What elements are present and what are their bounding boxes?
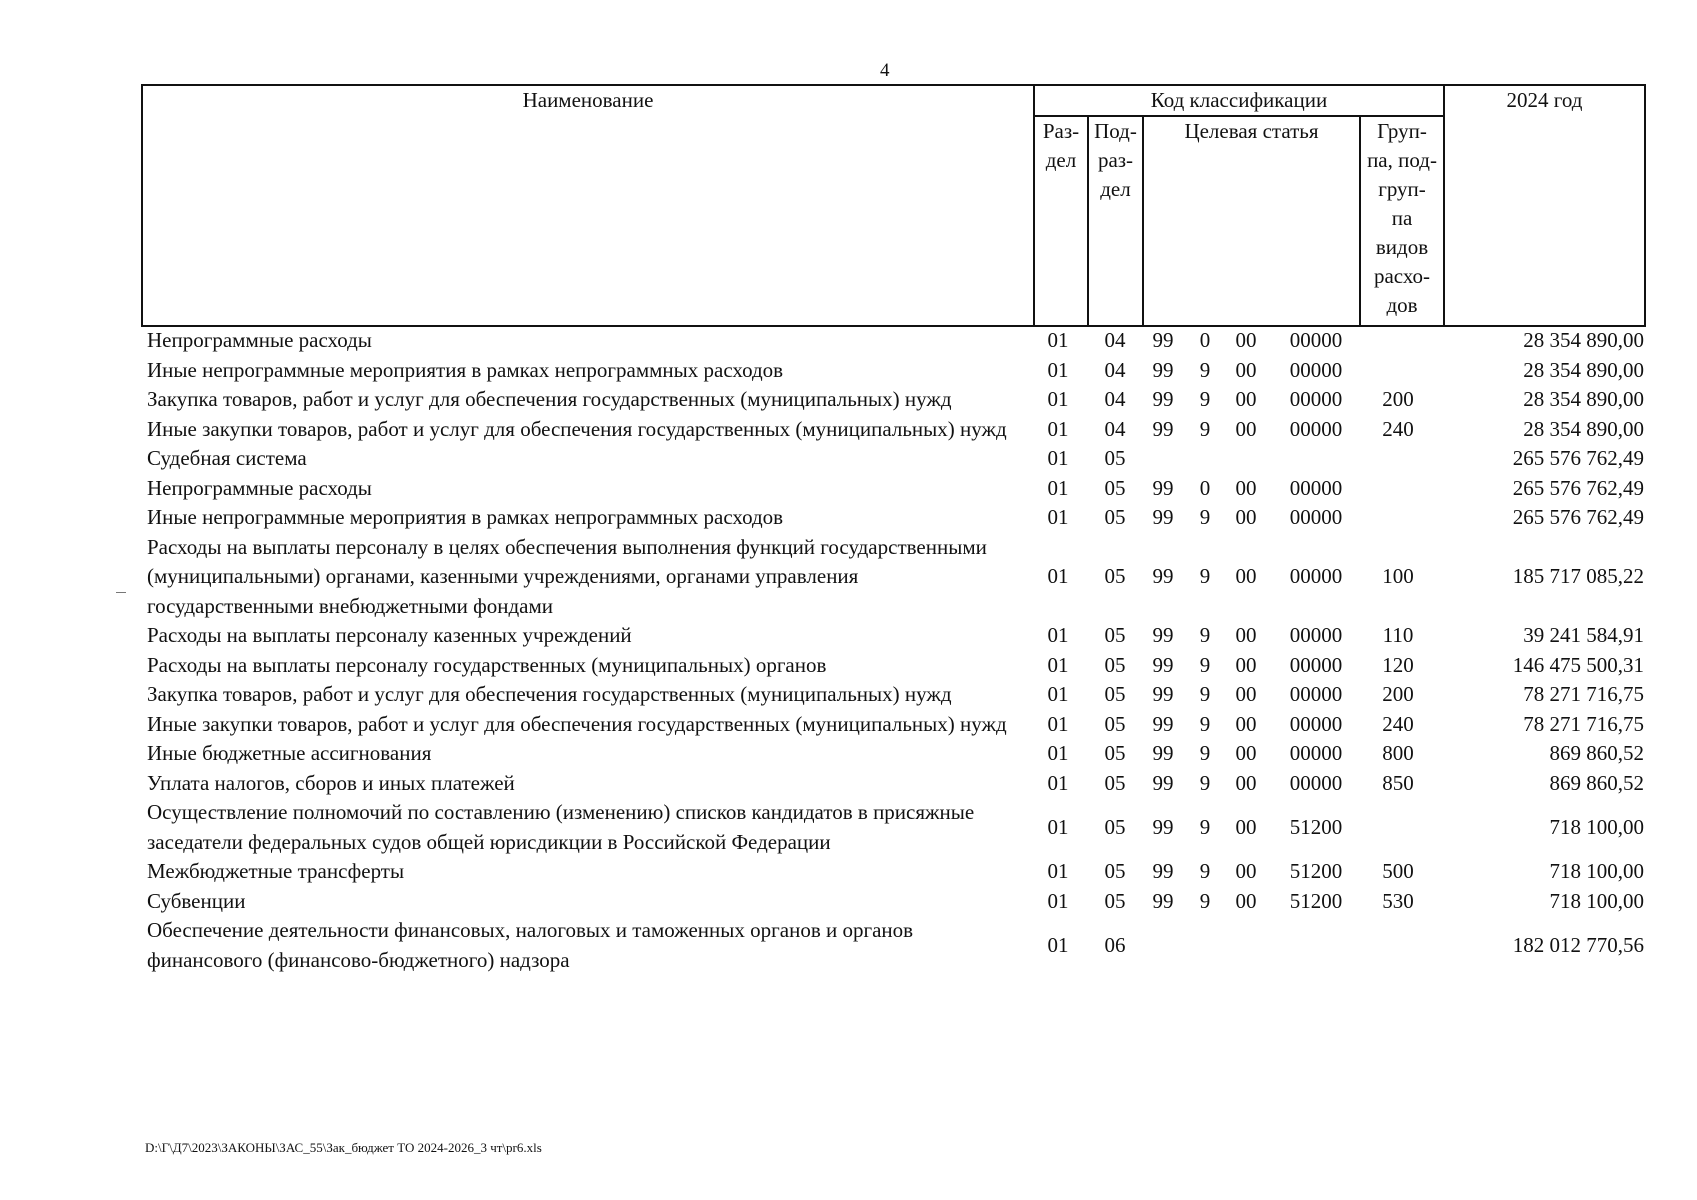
- table-row: [141, 769, 1644, 799]
- row-target-subprogram: 9: [1199, 357, 1211, 382]
- row-target-direction: 51200: [1289, 814, 1343, 839]
- row-target-subprogram: 9: [1199, 682, 1211, 706]
- row-target-main-activity: 00: [1235, 564, 1257, 588]
- row-target-subprogram: 9: [1199, 814, 1211, 839]
- margin-mark: [116, 592, 126, 593]
- row-target-program: 99: [1152, 711, 1174, 736]
- row-name: Иные непрограммные мероприятия в рамках непрограммных расходов: [147, 357, 784, 382]
- row-target-subprogram: 0: [1199, 328, 1211, 352]
- row-razdel: 01: [1047, 682, 1069, 706]
- table-row: [141, 385, 1644, 415]
- table-row: [141, 444, 1644, 474]
- table-row: [141, 621, 1644, 651]
- row-podrazdel: 05: [1104, 652, 1126, 677]
- row-target-subprogram: 9: [1199, 859, 1211, 883]
- row-amount: 28 354 890,00: [1523, 387, 1644, 411]
- row-expense-group: 530: [1382, 888, 1414, 913]
- row-target-direction: 00000: [1289, 623, 1343, 647]
- table-row: [141, 651, 1644, 681]
- row-name: Судебная система: [147, 446, 307, 470]
- row-expense-group: [1365, 503, 1431, 533]
- row-podrazdel: 05: [1104, 682, 1126, 706]
- row-razdel: 01: [1047, 328, 1069, 352]
- row-target-program: 99: [1152, 770, 1174, 795]
- row-target-program: 99: [1152, 814, 1174, 839]
- row-podrazdel: 05: [1104, 446, 1126, 470]
- row-podrazdel: 05: [1104, 623, 1126, 647]
- row-target-direction: 00000: [1289, 652, 1343, 677]
- row-target-direction: 00000: [1289, 741, 1343, 765]
- row-target-direction: 00000: [1289, 564, 1343, 588]
- header-target-article: Целевая статья: [1143, 116, 1360, 326]
- row-target-program: 99: [1152, 564, 1174, 588]
- row-amount: 78 271 716,75: [1523, 711, 1644, 736]
- row-name: Осуществление полномочий по составлению (изменению) списков кандидатов в присяжные заседатели федеральных судов общей юрисдикции в Российской Федерации: [147, 800, 975, 854]
- row-target-subprogram: [1185, 916, 1225, 975]
- row-podrazdel: 05: [1104, 814, 1126, 839]
- row-amount: 185 717 085,22: [1512, 564, 1644, 588]
- row-target-program: 99: [1152, 387, 1174, 411]
- row-razdel: 01: [1047, 932, 1069, 957]
- row-target-main-activity: 00: [1235, 711, 1257, 736]
- row-target-subprogram: 9: [1199, 623, 1211, 647]
- row-amount: 265 576 762,49: [1512, 475, 1644, 500]
- row-name: Непрограммные расходы: [147, 475, 372, 500]
- row-target-program: 99: [1152, 652, 1174, 677]
- table-row: [141, 356, 1644, 386]
- row-target-main-activity: 00: [1235, 475, 1257, 500]
- row-name: Иные бюджетные ассигнования: [147, 741, 432, 765]
- row-razdel: 01: [1047, 741, 1069, 765]
- row-target-direction: 00000: [1289, 416, 1343, 441]
- table-row: [141, 710, 1644, 740]
- row-podrazdel: 05: [1104, 741, 1126, 765]
- row-target-main-activity: [1225, 444, 1267, 474]
- row-podrazdel: 05: [1104, 505, 1126, 529]
- row-amount: 265 576 762,49: [1512, 446, 1644, 470]
- row-target-program: 99: [1152, 475, 1174, 500]
- row-target-main-activity: 00: [1235, 652, 1257, 677]
- row-razdel: 01: [1047, 770, 1069, 795]
- table-row: [141, 739, 1644, 769]
- table-row: [141, 474, 1644, 504]
- row-name: Иные закупки товаров, работ и услуг для обеспечения государственных (муниципальных) нужд: [147, 416, 1007, 441]
- row-target-direction: [1267, 444, 1365, 474]
- row-target-direction: 51200: [1289, 888, 1343, 913]
- row-amount: 718 100,00: [1549, 888, 1644, 913]
- header-name: Наименование: [142, 85, 1034, 326]
- row-razdel: 01: [1047, 475, 1069, 500]
- row-razdel: 01: [1047, 357, 1069, 382]
- row-target-direction: 00000: [1289, 328, 1343, 352]
- row-podrazdel: 04: [1104, 357, 1126, 382]
- row-target-subprogram: 9: [1199, 416, 1211, 441]
- row-amount: 718 100,00: [1549, 859, 1644, 883]
- row-expense-group: [1365, 444, 1431, 474]
- table-row: [141, 857, 1644, 887]
- row-razdel: 01: [1047, 387, 1069, 411]
- row-target-main-activity: 00: [1235, 328, 1257, 352]
- row-amount: 28 354 890,00: [1523, 416, 1644, 441]
- row-target-subprogram: 9: [1199, 505, 1211, 529]
- row-target-main-activity: 00: [1235, 814, 1257, 839]
- row-target-direction: 00000: [1289, 711, 1343, 736]
- row-target-main-activity: 00: [1235, 387, 1257, 411]
- row-target-subprogram: 0: [1199, 475, 1211, 500]
- row-name: Межбюджетные трансферты: [147, 859, 405, 883]
- row-target-direction: 51200: [1289, 859, 1343, 883]
- row-target-program: 99: [1152, 505, 1174, 529]
- row-amount: 869 860,52: [1549, 770, 1644, 795]
- row-expense-group: 120: [1382, 652, 1414, 677]
- row-expense-group: 110: [1382, 623, 1414, 647]
- row-podrazdel: 05: [1104, 711, 1126, 736]
- row-target-direction: 00000: [1289, 770, 1343, 795]
- row-amount: 869 860,52: [1549, 741, 1644, 765]
- row-razdel: 01: [1047, 416, 1069, 441]
- row-amount: 39 241 584,91: [1523, 623, 1644, 647]
- row-name: Расходы на выплаты персоналу в целях обеспечения выполнения функций государственными (муниципальными) органами, казенными учреждениями, органами управления государственными внебюджетными фондами: [147, 534, 987, 618]
- row-expense-group: [1365, 326, 1431, 356]
- row-podrazdel: 05: [1104, 475, 1126, 500]
- budget-table: [141, 326, 1644, 975]
- table-row: [141, 533, 1644, 622]
- row-podrazdel: 04: [1104, 416, 1126, 441]
- row-name: Закупка товаров, работ и услуг для обеспечения государственных (муниципальных) нужд: [147, 387, 952, 411]
- row-target-subprogram: 9: [1199, 888, 1211, 913]
- row-target-main-activity: 00: [1235, 416, 1257, 441]
- row-name: Обеспечение деятельности финансовых, налоговых и таможенных органов и органов финансового (финансово-бюджетного) надзора: [147, 918, 914, 972]
- row-target-main-activity: 00: [1235, 505, 1257, 529]
- row-expense-group: [1365, 916, 1431, 975]
- row-target-program: 99: [1152, 859, 1174, 883]
- row-amount: 718 100,00: [1549, 814, 1644, 839]
- row-amount: 78 271 716,75: [1523, 682, 1644, 706]
- row-target-program: 99: [1152, 328, 1174, 352]
- table-header: [141, 84, 1646, 327]
- row-target-main-activity: 00: [1235, 682, 1257, 706]
- row-target-subprogram: 9: [1199, 564, 1211, 588]
- row-name: Расходы на выплаты персоналу государственных (муниципальных) органов: [147, 652, 827, 677]
- row-razdel: 01: [1047, 623, 1069, 647]
- row-amount: 146 475 500,31: [1512, 652, 1644, 677]
- row-target-main-activity: 00: [1235, 859, 1257, 883]
- row-expense-group: [1365, 798, 1431, 857]
- row-expense-group: 850: [1382, 770, 1414, 795]
- row-podrazdel: 05: [1104, 564, 1126, 588]
- table-row: [141, 503, 1644, 533]
- row-target-main-activity: 00: [1235, 741, 1257, 765]
- row-podrazdel: 05: [1104, 888, 1126, 913]
- row-target-main-activity: [1225, 916, 1267, 975]
- row-amount: 265 576 762,49: [1512, 505, 1644, 529]
- row-target-subprogram: 9: [1199, 387, 1211, 411]
- row-target-subprogram: 9: [1199, 741, 1211, 765]
- row-target-program: [1141, 916, 1185, 975]
- file-path: D:\Г\Д7\2023\ЗАКОНЫ\ЗАС_55\Зак_бюджет ТО 2024-2026_3 чт\pr6.xls: [145, 1140, 542, 1155]
- row-expense-group: 200: [1382, 387, 1414, 411]
- row-target-direction: 00000: [1289, 387, 1343, 411]
- row-target-program: 99: [1152, 623, 1174, 647]
- row-razdel: 01: [1047, 859, 1069, 883]
- row-podrazdel: 04: [1104, 328, 1126, 352]
- row-razdel: 01: [1047, 564, 1069, 588]
- row-target-program: 99: [1152, 357, 1174, 382]
- header-classification-code: Код классификации: [1034, 85, 1444, 116]
- table-row: [141, 887, 1644, 917]
- row-amount: 28 354 890,00: [1523, 357, 1644, 382]
- row-name: Субвенции: [147, 888, 246, 913]
- page-number: 4: [880, 60, 890, 81]
- row-name: Расходы на выплаты персоналу казенных учреждений: [147, 623, 632, 647]
- row-expense-group: 200: [1382, 682, 1414, 706]
- row-target-direction: 00000: [1289, 475, 1343, 500]
- row-name: Уплата налогов, сборов и иных платежей: [147, 770, 515, 795]
- header-expense-group: Груп- па, под- груп- па видов расхо- дов: [1360, 116, 1444, 326]
- table-row: [141, 326, 1644, 356]
- row-target-direction: 00000: [1289, 357, 1343, 382]
- row-expense-group: 500: [1382, 859, 1414, 883]
- row-amount: 182 012 770,56: [1512, 932, 1644, 957]
- row-podrazdel: 05: [1104, 770, 1126, 795]
- row-razdel: 01: [1047, 888, 1069, 913]
- row-name: Иные непрограммные мероприятия в рамках непрограммных расходов: [147, 505, 784, 529]
- row-target-main-activity: 00: [1235, 623, 1257, 647]
- row-podrazdel: 05: [1104, 859, 1126, 883]
- row-target-main-activity: 00: [1235, 770, 1257, 795]
- row-name: Непрограммные расходы: [147, 328, 372, 352]
- row-target-program: 99: [1152, 682, 1174, 706]
- row-target-program: 99: [1152, 888, 1174, 913]
- header-year: 2024 год: [1444, 85, 1645, 326]
- row-target-direction: 00000: [1289, 682, 1343, 706]
- row-razdel: 01: [1047, 446, 1069, 470]
- table-row: [141, 798, 1644, 857]
- row-target-subprogram: 9: [1199, 652, 1211, 677]
- row-target-program: 99: [1152, 741, 1174, 765]
- row-name: Закупка товаров, работ и услуг для обеспечения государственных (муниципальных) нужд: [147, 682, 952, 706]
- row-expense-group: 100: [1382, 564, 1414, 588]
- row-razdel: 01: [1047, 711, 1069, 736]
- row-podrazdel: 06: [1104, 932, 1126, 957]
- header-podrazdel: Под- раз- дел: [1088, 116, 1143, 326]
- row-target-direction: 00000: [1289, 505, 1343, 529]
- row-target-program: 99: [1152, 416, 1174, 441]
- row-amount: 28 354 890,00: [1523, 328, 1644, 352]
- row-target-program: [1141, 444, 1185, 474]
- header-razdel: Раз- дел: [1034, 116, 1088, 326]
- row-expense-group: 240: [1382, 711, 1414, 736]
- row-razdel: 01: [1047, 505, 1069, 529]
- table-row: [141, 916, 1644, 975]
- row-name: Иные закупки товаров, работ и услуг для обеспечения государственных (муниципальных) нужд: [147, 711, 1007, 736]
- row-expense-group: [1365, 356, 1431, 386]
- row-target-main-activity: 00: [1235, 888, 1257, 913]
- row-expense-group: 800: [1382, 741, 1414, 765]
- row-target-subprogram: 9: [1199, 770, 1211, 795]
- table-row: [141, 680, 1644, 710]
- row-expense-group: [1365, 474, 1431, 504]
- row-expense-group: 240: [1382, 416, 1414, 441]
- row-target-subprogram: [1185, 444, 1225, 474]
- row-razdel: 01: [1047, 652, 1069, 677]
- row-razdel: 01: [1047, 814, 1069, 839]
- row-target-subprogram: 9: [1199, 711, 1211, 736]
- row-target-main-activity: 00: [1235, 357, 1257, 382]
- table-row: [141, 415, 1644, 445]
- row-podrazdel: 04: [1104, 387, 1126, 411]
- row-target-direction: [1267, 916, 1365, 975]
